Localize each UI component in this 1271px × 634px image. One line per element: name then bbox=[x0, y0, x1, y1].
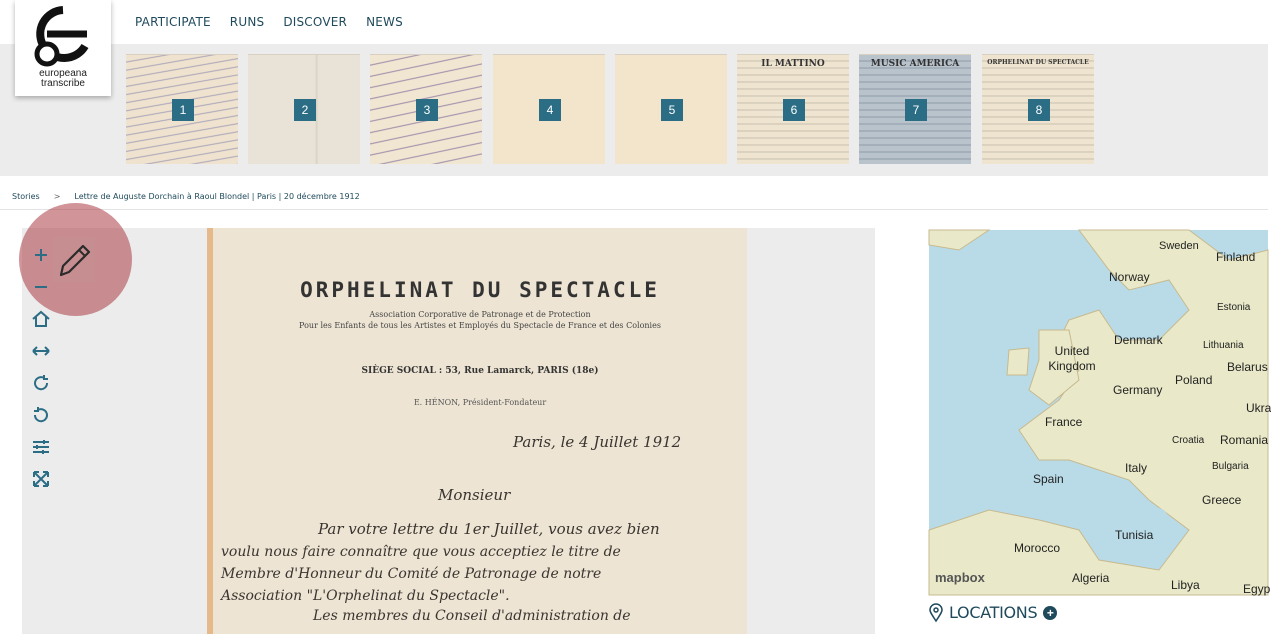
minus-icon bbox=[33, 279, 49, 295]
map-label: Finland bbox=[1216, 250, 1256, 264]
document-body-line: Les membres du Conseil d'administration de bbox=[313, 608, 631, 624]
map-label: Morocco bbox=[1014, 541, 1061, 555]
locations-map[interactable] bbox=[929, 230, 1271, 596]
breadcrumb-stories[interactable]: Stories bbox=[12, 192, 40, 201]
rotate-left-button[interactable] bbox=[28, 398, 54, 430]
map-label: Libya bbox=[1171, 578, 1200, 592]
main-nav bbox=[135, 15, 422, 29]
thumbnail-3[interactable] bbox=[370, 54, 482, 164]
document-subtitle: Association Corporative de Patronage et de Protection bbox=[369, 310, 591, 319]
map-label: Italy bbox=[1125, 461, 1148, 475]
thumbnail-number: 8 bbox=[1028, 99, 1050, 121]
add-location-icon[interactable]: + bbox=[1043, 606, 1057, 620]
thumbnail-6[interactable] bbox=[737, 54, 849, 164]
map-label: Lithuania bbox=[1203, 340, 1244, 351]
thumbnail-2[interactable] bbox=[248, 54, 360, 164]
map-label: Poland bbox=[1175, 373, 1213, 387]
map-label: Denmark bbox=[1114, 333, 1163, 347]
document-salutation: Monsieur bbox=[438, 486, 511, 504]
map-label: Spain bbox=[1033, 472, 1064, 486]
thumbnail-5[interactable] bbox=[615, 54, 727, 164]
edit-button[interactable] bbox=[53, 237, 95, 282]
breadcrumb-separator: > bbox=[53, 192, 61, 201]
map-label: United Kingdom bbox=[1048, 344, 1096, 373]
thumbnail-masthead: MUSIC AMERICA bbox=[870, 59, 960, 69]
document-address: SIÈGE SOCIAL : 53, Rue Lamarck, PARIS (18e) bbox=[361, 366, 599, 376]
logo-text-europeana: europeana bbox=[39, 68, 87, 79]
home-button[interactable] bbox=[28, 302, 54, 334]
map-label: Romania bbox=[1220, 433, 1269, 447]
thumbnail-4[interactable] bbox=[493, 54, 605, 164]
europeana-e-icon bbox=[33, 6, 93, 68]
thumbnail-1[interactable] bbox=[126, 54, 238, 164]
header bbox=[0, 0, 1268, 44]
thumbnail-masthead: IL MATTINO bbox=[761, 59, 825, 69]
nav-news[interactable]: NEWS bbox=[366, 15, 403, 29]
thumbnail-number: 4 bbox=[539, 99, 561, 121]
home-icon bbox=[31, 310, 51, 328]
fullscreen-button[interactable] bbox=[28, 462, 54, 494]
document-date: Paris, le 4 Juillet 1912 bbox=[513, 433, 682, 451]
thumbnail-number: 3 bbox=[416, 99, 438, 121]
map-label: Ukra bbox=[1246, 401, 1271, 415]
locations-header bbox=[929, 603, 1057, 622]
arrows-horizontal-icon bbox=[31, 345, 51, 357]
rotate-left-icon bbox=[32, 406, 50, 424]
document-title: ORPHELINAT DU SPECTACLE bbox=[300, 278, 660, 302]
document-body-line: voulu nous faire connaître que vous acceptiez le titre de bbox=[221, 544, 621, 560]
document-body-line: Membre d'Honneur du Comité de Patronage de notre bbox=[221, 566, 602, 582]
fullscreen-icon bbox=[32, 470, 50, 488]
document-image bbox=[207, 228, 747, 634]
map-label: France bbox=[1045, 415, 1083, 429]
document-body-line: Association "L'Orphelinat du Spectacle". bbox=[221, 588, 510, 604]
rotate-right-button[interactable] bbox=[28, 366, 54, 398]
thumbnail-7[interactable] bbox=[859, 54, 971, 164]
adjust-button[interactable] bbox=[28, 430, 54, 462]
document-subtitle-2: Pour les Enfants de tous les Artistes et Employés du Spectacle de France et des Colonies bbox=[299, 321, 661, 330]
rotate-right-icon bbox=[32, 374, 50, 392]
nav-runs[interactable]: RUNS bbox=[229, 15, 265, 29]
thumbnail-number: 1 bbox=[172, 99, 194, 121]
zoom-in-button[interactable] bbox=[28, 238, 54, 270]
divider bbox=[0, 209, 1268, 210]
sliders-icon bbox=[32, 439, 50, 455]
thumbnail-number: 2 bbox=[294, 99, 316, 121]
map-label: Estonia bbox=[1217, 302, 1251, 313]
zoom-out-button[interactable] bbox=[28, 270, 54, 302]
map-label: Tunisia bbox=[1115, 528, 1154, 542]
map-label: Greece bbox=[1202, 493, 1242, 507]
plus-icon bbox=[33, 247, 49, 263]
thumbnail-8[interactable] bbox=[982, 54, 1094, 164]
map-label: Egyp bbox=[1243, 582, 1271, 596]
pencil-icon bbox=[53, 237, 95, 282]
nav-participate[interactable]: PARTICIPATE bbox=[135, 15, 211, 29]
map-label: Sweden bbox=[1159, 240, 1199, 252]
map-label: Germany bbox=[1113, 383, 1163, 397]
logo-text-transcribe: transcribe bbox=[41, 78, 85, 89]
map-label: Belarus bbox=[1227, 360, 1268, 374]
document-president: E. HÉNON, Président-Fondateur bbox=[413, 398, 547, 407]
map-land bbox=[929, 230, 1271, 596]
fit-width-button[interactable] bbox=[28, 334, 54, 366]
europeana-logo[interactable] bbox=[15, 0, 111, 96]
nav-discover[interactable]: DISCOVER bbox=[283, 15, 348, 29]
page-thumbnail-strip bbox=[0, 44, 1268, 176]
thumbnail-number: 5 bbox=[661, 99, 683, 121]
locations-label: LOCATIONS bbox=[949, 603, 1038, 622]
map-pin-icon bbox=[929, 604, 943, 622]
viewer-toolbar bbox=[28, 238, 54, 494]
thumbnail-number: 7 bbox=[905, 99, 927, 121]
thumbnail-masthead: ORPHELINAT DU SPECTACLE bbox=[987, 59, 1089, 66]
document-viewer[interactable] bbox=[22, 228, 875, 634]
mapbox-attribution[interactable]: mapbox bbox=[935, 570, 985, 585]
breadcrumb bbox=[12, 192, 360, 201]
document-body-line: Par votre lettre du 1er Juillet, vous avez bien bbox=[318, 520, 660, 538]
map-label: Croatia bbox=[1172, 435, 1205, 446]
map-label: Algeria bbox=[1072, 571, 1110, 585]
map-label: Norway bbox=[1109, 270, 1150, 284]
active-thumbnail-caret bbox=[1023, 184, 1055, 196]
breadcrumb-current[interactable]: Lettre de Auguste Dorchain à Raoul Blondel | Paris | 20 décembre 1912 bbox=[74, 192, 360, 201]
thumbnail-number: 6 bbox=[783, 99, 805, 121]
map-label: Bulgaria bbox=[1212, 461, 1249, 472]
